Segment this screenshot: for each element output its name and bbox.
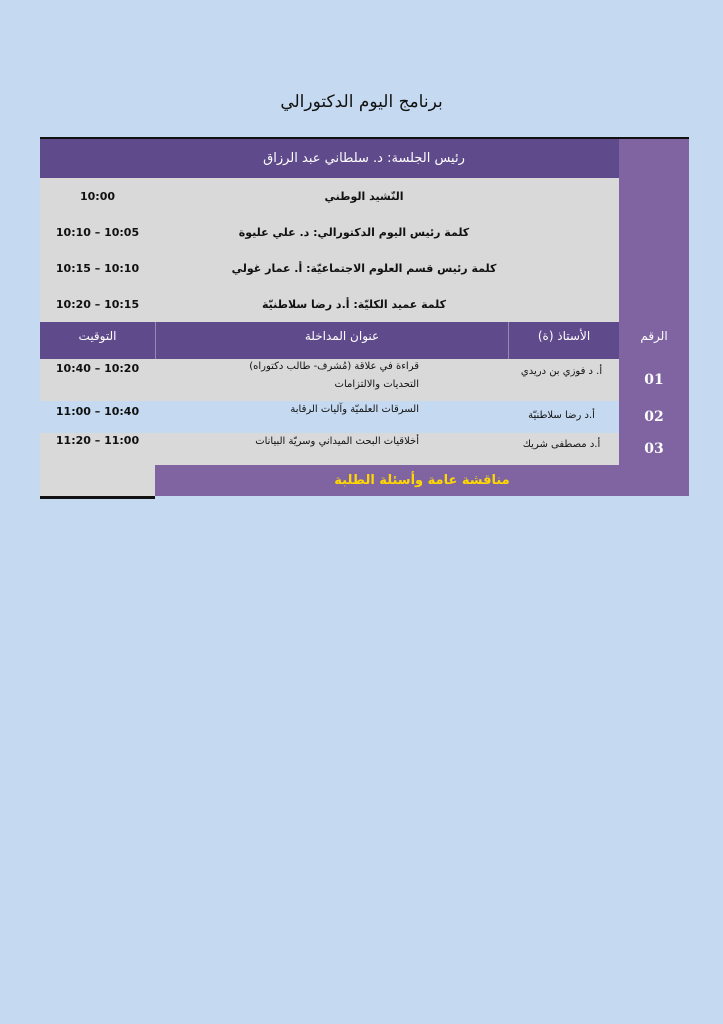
header-separator bbox=[508, 322, 509, 359]
opening-label: كلمة رئيس قسم العلوم الاجتماعيّة: أ. عمار غولي bbox=[231, 261, 497, 275]
header-separator bbox=[155, 322, 156, 359]
header-professor: الأستاذ (ة) bbox=[537, 329, 591, 343]
opening-time: 10:15 – 10:10 bbox=[55, 261, 140, 275]
opening-row bbox=[40, 178, 689, 214]
num-col-top bbox=[619, 139, 689, 178]
header-num: الرقم bbox=[640, 329, 668, 343]
talk-title: قراءة في علاقة (مُشرف- طالب دكتوراه) bbox=[249, 361, 419, 372]
page-title: برنامج اليوم الدكتورالي bbox=[280, 92, 443, 112]
opening-label: كلمة رئيس اليوم الدكتورالي: د. علي عليوة bbox=[238, 225, 470, 239]
table-bottom-border bbox=[40, 496, 155, 499]
talk-title-line2: التحديات والالتزامات bbox=[334, 379, 419, 390]
header-time: التوقيت bbox=[78, 329, 117, 343]
session-chair: رئيس الجلسة: د. سلطاني عبد الرزاق bbox=[263, 151, 465, 166]
opening-row bbox=[40, 286, 689, 322]
opening-label: النّشيد الوطني bbox=[324, 189, 404, 203]
opening-time: 10:20 – 10:15 bbox=[55, 297, 140, 311]
opening-row bbox=[40, 250, 689, 286]
talk-professor: أ.د مصطفى شريك bbox=[522, 438, 601, 450]
talk-num: 02 bbox=[619, 401, 689, 433]
table-row bbox=[40, 359, 689, 401]
table-row bbox=[40, 433, 689, 465]
talk-professor: أ.د رضا سلاطنيّة bbox=[528, 409, 595, 421]
opening-time: 10:00 bbox=[79, 189, 115, 203]
session-chair-row bbox=[40, 139, 689, 178]
discussion-row bbox=[40, 465, 689, 496]
talk-time: 11:00 – 10:40 bbox=[55, 404, 140, 418]
table-row bbox=[40, 401, 689, 433]
opening-time: 10:10 – 10:05 bbox=[55, 225, 140, 239]
opening-row bbox=[40, 214, 689, 250]
talk-num: 01 bbox=[619, 359, 689, 401]
talk-title: السرقات العلميّة وآليات الرقابة bbox=[290, 404, 419, 415]
header-title: عنوان المداخلة bbox=[304, 329, 380, 343]
talk-time: 10:40 – 10:20 bbox=[55, 361, 140, 375]
talk-num: 03 bbox=[619, 433, 689, 465]
talk-time: 11:20 – 11:00 bbox=[55, 433, 140, 447]
table-header-row bbox=[40, 322, 689, 359]
talk-professor: أ. د فوزي بن دريدي bbox=[520, 365, 603, 377]
discussion-label: مناقشة عامة وأسئلة الطلبة bbox=[155, 465, 689, 496]
talk-title: أخلاقيات البحث الميداني وسريّة البيانات bbox=[255, 436, 419, 447]
opening-label: كلمة عميد الكليّة: أ.د رضا سلاطنيّة bbox=[261, 297, 447, 311]
discussion-empty-cell bbox=[40, 465, 155, 496]
